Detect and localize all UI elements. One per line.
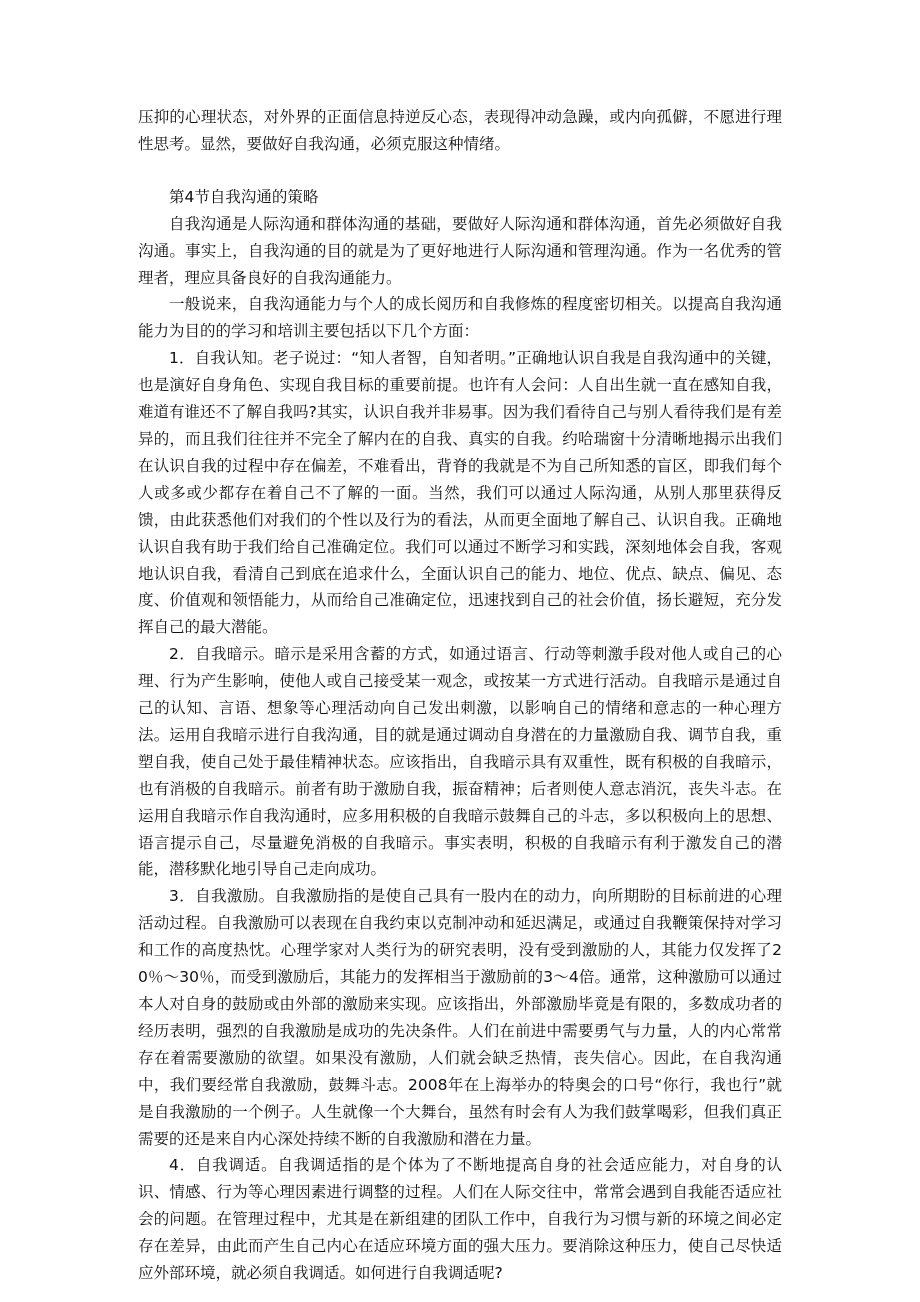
body-paragraph-1: 自我沟通是人际沟通和群体沟通的基础，要做好人际沟通和群体沟通，首先必须做好自我沟通。事实上，自我沟通的目的就是为了更好地进行人际沟通和管理沟通。作为一名优秀的管理者，理应具备良好的自我沟通能力。 <box>138 214 782 287</box>
item-self-awareness: 1．自我认知。老子说过：“知人者智，自知者明。”正确地认识自我是自我沟通中的关键，也是演好自身角色、实现自我目标的重要前提。也许有人会问：人自出生就一直在感知自我，难道有谁还不了解自我吗?其实，认识自我并非易事。因为我们看待自己与别人看待我们是有差异的，而且我们往往并不完全了解内在的自我、真实的自我。约哈瑞窗十分清晰地揭示出我们在认识自我的过程中存在偏差，不难看出，背脊的我就是不为自己所知悉的盲区，即我们每个人或多或少都存在着自己不了解的一面。当然，我们可以通过人际沟通，从别人那里获得反馈，由此获悉他们对我们的个性以及行为的看法，从而更全面地了解自己、认识自我。正确地认识自我有助于我们给自己准确定位。我们可以通过不断学习和实践，深刻地体会自我，客观地认识自我，看清自己到底在追求什么，全面认识自己的能力、地位、优点、缺点、偏见、态度、价值观和领悟能力，从而给自己准确定位，迅速找到自己的社会价值，扬长避短，充分发挥自己的最大潜能。 <box>138 349 782 637</box>
section-heading: 第4节自我沟通的策略 <box>169 187 319 206</box>
item-self-motivation: 3．自我激励。自我激励指的是使自己具有一股内在的动力，向所期盼的目标前进的心理活动过程。自我激励可以表现在自我约束以克制冲动和延迟满足，或通过自我鞭策保持对学习和工作的高度热忱。心理学家对人类行为的研究表明，没有受到激励的人，其能力仅发挥了20％～30％，而受到激励后，其能力的发挥相当于激励前的3～4倍。通常，这种激励可以通过本人对自身的鼓励或由外部的激励来实现。应该指出，外部激励毕竟是有限的，多数成功者的经历表明，强烈的自我激励是成功的先决条件。人们在前进中需要勇气与力量，人的内心常常存在着需要激励的欲望。如果没有激励，人们就会缺乏热情，丧失信心。因此，在自我沟通中，我们要经常自我激励，鼓舞斗志。2008年在上海举办的特奥会的口号“你行，我也行”就是自我激励的一个例子。人生就像一个大舞台，虽然有时会有人为我们鼓掌喝彩，但我们真正需要的还是来自内心深处持续不断的自我激励和潜在力量。 <box>138 887 782 1148</box>
item-self-adjustment: 4．自我调适。自我调适指的是个体为了不断地提高自身的社会适应能力，对自身的认识、情感、行为等心理因素进行调整的过程。人们在人际交往中，常常会遇到自我能否适应社会的问题。在管理过程中，尤其是在新组建的团队工作中，自我行为习惯与新的环境之间必定存在差异，由此而产生自己内心在适应环境方面的强大压力。要消除这种压力，使自己尽快适应外部环境，就必须自我调适。如何进行自我调适呢? <box>138 1156 782 1283</box>
body-paragraph-2: 一般说来，自我沟通能力与个人的成长阅历和自我修炼的程度密切相关。以提高自我沟通能力为目的的学习和培训主要包括以下几个方面： <box>138 295 782 341</box>
item-self-suggestion: 2．自我暗示。暗示是采用含蓄的方式，如通过语言、行动等刺激手段对他人或自己的心理、行为产生影响，使他人或自己接受某一观念，或按某一方式进行活动。自我暗示是通过自己的认知、言语、想象等心理活动向自己发出刺激，以影响自己的情绪和意志的一种心理方法。运用自我暗示进行自我沟通，目的就是通过调动自身潜在的力量激励自我、调节自我，重塑自我，使自己处于最佳精神状态。应该指出，自我暗示具有双重性，既有积极的自我暗示，也有消极的自我暗示。前者有助于激励自我，振奋精神；后者则使人意志消沉，丧失斗志。在运用自我暗示作自我沟通时，应多用积极的自我暗示鼓舞自己的斗志，多以积极向上的思想、语言提示自己，尽量避免消极的自我暗示。事实表明，积极的自我暗示有利于激发自己的潜能，潜移默化地引导自己走向成功。 <box>138 645 782 879</box>
intro-paragraph: 压抑的心理状态，对外界的正面信息持逆反心态，表现得冲动急躁，或内向孤僻，不愿进行理性思考。显然，要做好自我沟通，必须克服这种情绪。 <box>138 108 782 153</box>
document-body <box>138 104 782 1287</box>
